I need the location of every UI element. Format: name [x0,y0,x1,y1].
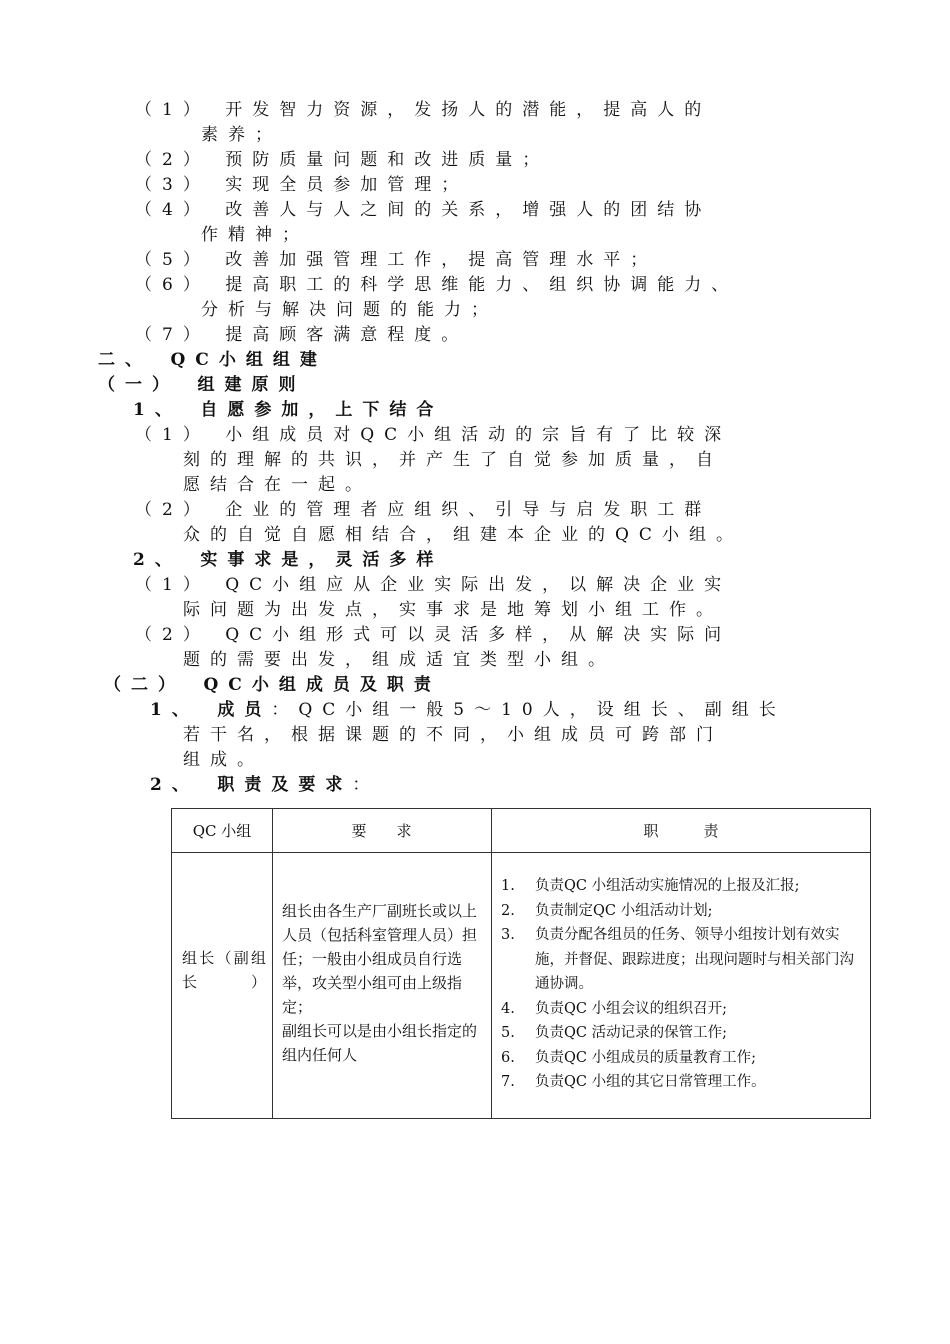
list-item: （1） 开发智力资源，发扬人的潜能，提高人的 [135,100,712,120]
subsection-heading: （一） 组建原则 [98,375,306,395]
paragraph-line: 组成。 [183,750,264,770]
duty-item [501,1070,866,1095]
duties-list [501,874,866,1095]
item-heading: 2、 实事求是，灵活多样 [133,550,444,570]
duties-cell [501,874,866,1095]
duty-item [501,874,866,899]
duty-text: 负责QC 小组会议的组织召开; [535,1000,727,1017]
requirement-text: 组长由各生产厂副班长或以上人员（包括科室管理人员）担任；一般由小组成员自行选举，攻关型小组可由上级指定； [282,902,478,1016]
header-divider [172,852,870,853]
duty-item [501,923,866,997]
paragraph-line: 愿结合在一起。 [183,475,372,495]
requirement-text: 副组长可以是由小组长指定的组内任何人 [282,1022,478,1064]
paragraph-line: 刻的理解的共识，并产生了自觉参加质量，自 [183,450,723,470]
duty-item [501,899,866,924]
item-heading: 1、 自愿参加，上下结合 [133,400,444,420]
column-divider [272,809,273,1118]
duty-number: 7. [501,1074,515,1090]
subsection-heading: （二） QC小组成员及职责 [104,675,441,695]
item-heading-inline: 1、 成员 [150,700,272,720]
table-header-group: QC 小组 [192,822,252,840]
list-item: （3） 实现全员参加管理； [135,175,469,195]
duty-number: 6. [501,1049,515,1066]
paragraph-line: （1） QC小组应从企业实际出发，以解决企业实 [135,575,732,595]
duties-table [171,808,871,1119]
duty-text: 负责QC 小组成员的质量教育工作; [535,1049,756,1066]
role-cell: 组长（副组长） [182,949,266,991]
table-header-requirements: 要 求 [351,822,412,840]
duty-item [501,1021,866,1046]
paragraph-line: 若干名，根据课题的不同，小组成员可跨部门 [183,725,723,745]
list-item-continuation: 作精神； [201,225,309,245]
duty-text: 负责QC 小组的其它日常管理工作。 [535,1074,766,1090]
duty-text: 负责分配各组员的任务、领导小组按计划有效实施，并督促、跟踪进度；出现问题时与相关部门沟通协调。 [535,927,854,992]
section-heading: 二、 QC小组组建 [98,350,327,370]
paragraph-line: 众的自觉自愿相结合，组建本企业的QC小组。 [183,525,743,545]
duty-number: 2. [501,902,515,919]
duty-text: 负责制定QC 小组活动计划; [535,902,713,919]
column-divider [491,809,492,1118]
list-item-continuation: 素养； [201,125,282,145]
list-item: （2） 预防质量问题和改进质量； [135,150,550,170]
duty-item [501,1046,866,1071]
list-item-continuation: 分析与解决问题的能力； [201,300,498,320]
duty-number: 5. [501,1025,515,1041]
paragraph-line: （2） 企业的管理者应组织、引导与启发职工群 [135,500,712,520]
duty-number: 1. [501,878,515,894]
duty-number: 4. [501,1000,515,1017]
duty-number: 3. [501,927,515,943]
list-item: （4） 改善人与人之间的关系，增强人的团结协 [135,200,712,220]
requirements-cell [282,899,485,1067]
paragraph-line: （2） QC小组形式可以灵活多样，从解决实际问 [135,625,732,645]
colon: ： [352,775,380,795]
list-item: （5） 改善加强管理工作，提高管理水平； [135,250,658,270]
duty-text: 负责QC 活动记录的保管工作; [535,1025,727,1041]
item-text: ：QC小组一般5～10人，设组长、副组长 [271,700,786,720]
paragraph-line: 际问题为出发点，实事求是地筹划小组工作。 [183,600,723,620]
paragraph-line: （1） 小组成员对QC小组活动的宗旨有了比较深 [135,425,732,445]
duty-text: 负责QC 小组活动实施情况的上报及汇报; [535,878,800,894]
list-item: （7） 提高顾客满意程度。 [135,325,469,345]
item-heading-line [150,773,379,798]
table-header-duties: 职 责 [643,822,719,840]
duty-item [501,997,866,1022]
paragraph-line: 题的需要出发，组成适宜类型小组。 [183,650,615,670]
paragraph-line [150,698,786,723]
list-item: （6） 提高职工的科学思维能力、组织协调能力、 [135,275,739,295]
item-heading-inline: 2、 职责及要求 [150,775,353,795]
